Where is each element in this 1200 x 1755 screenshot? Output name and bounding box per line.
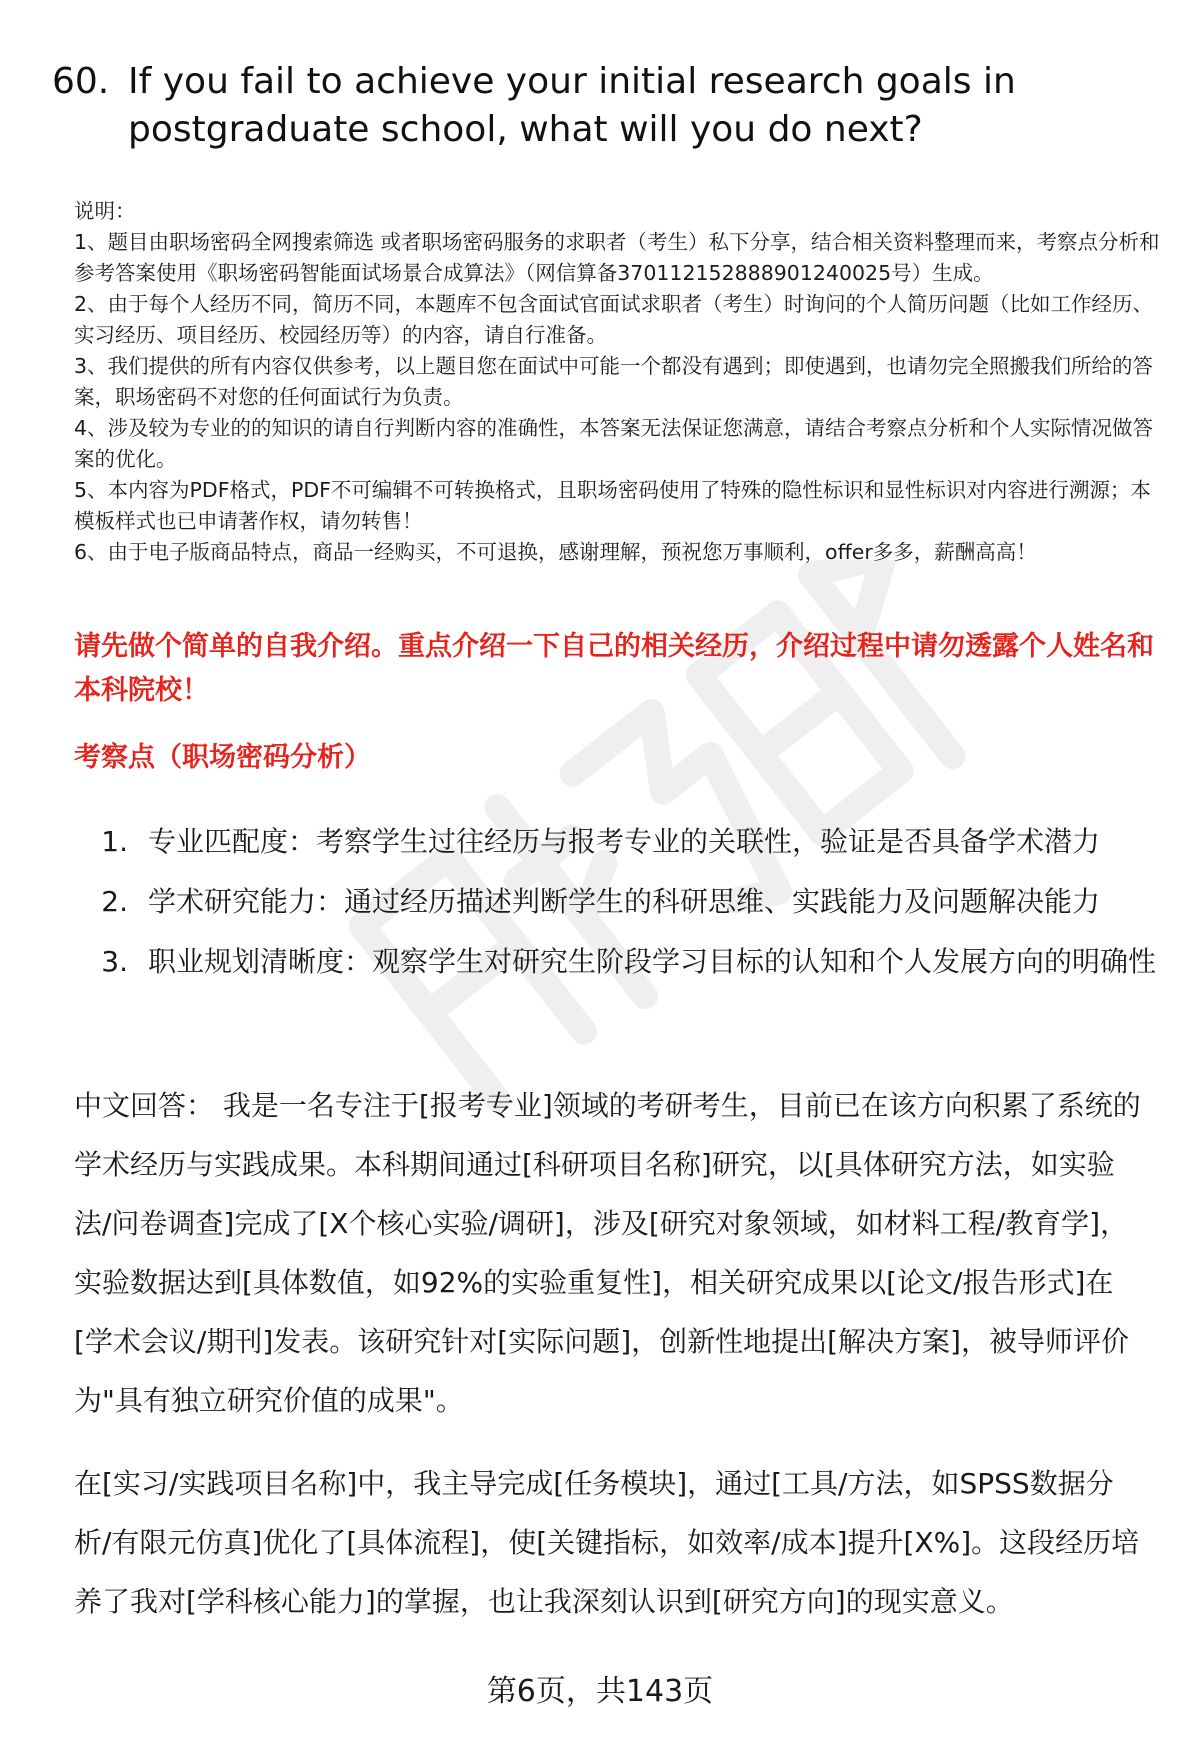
note-item: 6、由于电子版商品特点，商品一经购买，不可退换，感谢理解，预祝您万事顺利，offer多多，薪酬高高！ [74,540,1037,564]
note-item: 5、本内容为PDF格式，PDF不可编辑不可转换格式，且职场密码使用了特殊的隐性标识和显性标识对内容进行溯源；本模板样式也已申请著作权，请勿转售！ [74,478,1151,533]
point-number: 1. [101,825,128,858]
point-number: 2. [101,885,128,918]
analysis-heading: 考察点（职场密码分析） [74,742,371,773]
interview-prompt: 请先做个简单的自我介绍。重点介绍一下自己的相关经历，介绍过程中请勿透露个人姓名和本科院校！ [74,631,1154,706]
note-item: 4、涉及较为专业的的知识的请自行判断内容的准确性，本答案无法保证您满意，请结合考察点分析和个人实际情况做答案的优化。 [74,416,1154,471]
answer-paragraph: 在[实习/实践项目名称]中，我主导完成[任务模块]，通过[工具/方法，如SPSS数据分析/有限元仿真]优化了[具体流程]，使[关键指标，如效率/成本]提升[X%]。这段经历培养了我对[学科核心能力]的掌握，也让我深刻认识到[研究方向]的现实意义。 [74,1467,1140,1618]
notes-section [74,196,1164,568]
answer-section [74,1076,1150,1631]
analysis-points [74,812,1164,992]
point-text: 学术研究能力：通过经历描述判断学生的科研思维、实践能力及问题解决能力 [148,885,1101,918]
point-text: 专业匹配度：考察学生过往经历与报考专业的关联性，验证是否具备学术潜力 [148,825,1101,858]
analysis-point [74,872,1164,932]
point-number: 3. [101,945,128,978]
analysis-point [74,812,1164,872]
question-number: 60. [52,61,110,102]
point-text: 职业规划清晰度：观察学生对研究生阶段学习目标的认知和个人发展方向的明确性 [148,945,1157,978]
note-item: 3、我们提供的所有内容仅供参考，以上题目您在面试中可能一个都没有遇到；即使遇到，也请勿完全照搬我们所给的答案，职场密码不对您的任何面试行为负责。 [74,354,1154,409]
note-item: 2、由于每个人经历不同，简历不同，本题库不包含面试官面试求职者（考生）时询问的个人简历问题（比如工作经历、实习经历、项目经历、校园经历等）的内容，请自行准备。 [74,292,1154,347]
notes-heading: 说明： [74,199,136,223]
note-item: 1、题目由职场密码全网搜索筛选 或者职场密码服务的求职者（考生）私下分享，结合相关资料整理而来，考察点分析和参考答案使用《职场密码智能面试场景合成算法》（网信算备370112152888901240025号）生成。 [74,230,1160,285]
page-footer: 第6页，共143页 [486,1674,714,1709]
analysis-point [74,932,1164,992]
question-title [52,58,1152,154]
question-text: If you fail to achieve your initial research goals in postgraduate school, what will you do next? [128,61,1016,150]
answer-paragraph: 中文回答： 我是一名专注于[报考专业]领域的考研考生，目前已在该方向积累了系统的学术经历与实践成果。本科期间通过[科研项目名称]研究，以[具体研究方法，如实验法/问卷调查]完成了[X个核心实验/调研]，涉及[研究对象领域，如材料工程/教育学]，实验数据达到[具体数值，如92%的实验重复性]，相关研究成果以[论文/报告形式]在[学术会议/期刊]发表。该研究针对[实际问题]，创新性地提出[解决方案]，被导师评价为"具有独立研究价值的成果"。 [74,1089,1141,1417]
